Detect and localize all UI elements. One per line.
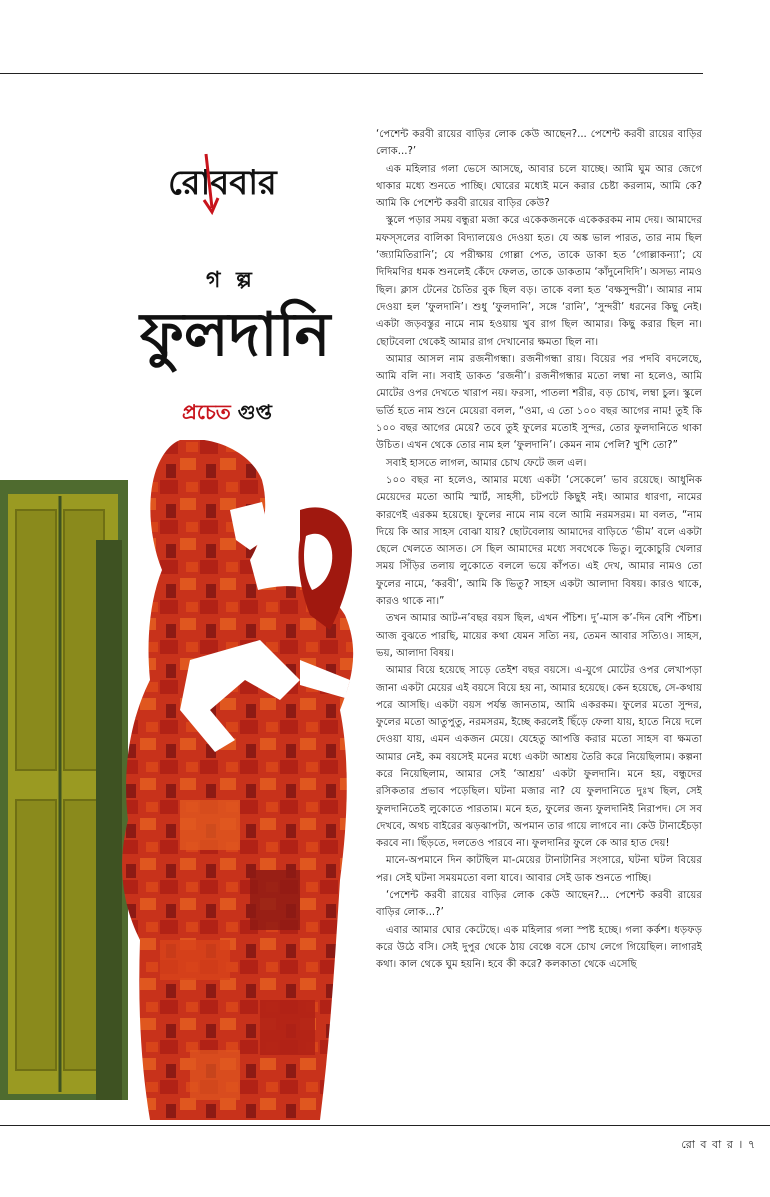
- story-body: [376, 126, 702, 1116]
- story-paragraph: সবাই হাসতে লাগল, আমার চোখ ফেটে জল এল।: [386, 457, 587, 469]
- bottom-rule: [0, 1125, 770, 1126]
- top-rule: [0, 73, 703, 74]
- story-paragraph: ১০০ বছর না হলেও, আমার মধ্যে একটা ‘সেকেলে’ ভাব রয়েছে। আধুনিক মেয়েদের মতো আমি স্মার্ট, সাহসী, চটপটে কিছুই নই। আমার ধারণা, নামের কারণেই এরকম হয়েছে। ফুলের নামে নাম বলে আমি নরমসরম। মা বলত, “নাম দিয়ে কি আর সাহস বোঝা যায়? ছোটবেলায় আমাদের বাড়িতে ‘ভীম’ বলে একটা ছেলে খেলতে আসত। সে ছিল আমাদের মধ্যে সবথেকে ভিতু। লুকোচুরি খেলার সময় সিঁড়ির তলায় লুকোতে বললে ভয়ে কাঁপত। এই দেখ, আমার নামও তো ফুলের নামে, ‘করবী’, আমি কি ভিতু? সাহস একটা আলাদা বিষয়। কারও থাকে, কারও থাকে না।”: [376, 474, 702, 608]
- story-illustration: [0, 440, 380, 1130]
- story-paragraph: এবার আমার ঘোর কেটেছে। এক মহিলার গলা স্পষ্ট হচ্ছে। গলা কর্কশ। ধড়ফড় করে উঠে বসি। সেই দুপুর থেকে ঠায় বেঞ্চে বসে চোখ লেগে গিয়েছিল। লাগারই কথা। কাল থেকে ঘুম হয়নি। হবে কী করে? কলকাতা থেকে এসেছি: [376, 924, 702, 971]
- story-paragraph: মানে-অপমানে দিন কাটছিল মা-মেয়ের টানাটানির সংসারে, ঘটনা ঘটল বিয়ের পর। সেই ঘটনা সময়মতো বলা যাবে। আবার সেই ডাক শুনতে পাচ্ছি।: [376, 855, 702, 884]
- story-paragraph: ‘পেশেন্ট করবী রায়ের বাড়ির লোক কেউ আছেন?... পেশেন্ট করবী রায়ের বাড়ির লোক...?’: [376, 129, 702, 158]
- couple-figure: [122, 440, 353, 1120]
- author-byline: [182, 398, 272, 431]
- masthead-logo-art: [166, 150, 286, 220]
- story-paragraph: আমার আসল নাম রজনীগন্ধা। রজনীগন্ধা রায়। বিয়ের পর পদবি বদলেছে, আমি বলি না। সবাই ডাকত ‘রজনী’। রজনীগন্ধার মতো লম্বা না হলেও, আমি মোটের ওপর দেখতে খারাপ নয়। ফরসা, পাতলা শরীর, বড় চোখ, লম্বা চুল। স্কুলে ভর্তি হতে নাম শুনে মেয়েরা বলল, “ওমা, এ তো ১০০ বছর আগের নাম! তুই কি ১০০ বছর আগের মেয়ে? তবে তুই ফুলের মতোই সুন্দর, তোর ফুলদানিতে থাকা উচিত। এখন থেকে তোর নাম হল ‘ফুলদানি’। কেমন নাম পেলি? খুশি তো?”: [376, 353, 702, 452]
- story-title: ফুলদানি: [140, 300, 331, 370]
- masthead-logo-text: রোববার: [168, 163, 277, 203]
- story-paragraph: এক মহিলার গলা ভেসে আসছে, আবার চলে যাচ্ছে। আমি ঘুম আর জেগে থাকার মধ্যে শুনতে পাচ্ছি। ঘোরের মধ্যেই মনে করার চেষ্টা করলাম, আমি কে? আমি কি পেশেন্ট করবী রায়ের বাড়ির কেউ?: [376, 163, 702, 210]
- author-last-name: গুপ্ত: [237, 400, 272, 424]
- author-first-name: প্রচেত: [182, 400, 231, 424]
- story-paragraph: আমার বিয়ে হয়েছে সাড়ে তেইশ বছর বয়সে। এ-যুগে মোটের ওপর লেখাপড়া জানা একটা মেয়ের এই বয়সে বিয়ে হয় না, আমার হয়েছে। কেন হয়েছে, সে-কথায় পরে আসছি। একটা বয়স পর্যন্ত জানতাম, আমি একরকম। ফুলের মতো সুন্দর, ফুলের মতো আতুপুতু, নরমসরম, ইচ্ছে করলেই ছিঁড়ে ফেলা যায়, হাতে নিয়ে দলে দেওয়া যায়, এমন একজন মেয়ে। যেহেতু আপত্তি করার মতো সাহস বা ক্ষমতা আমার নেই, কম বয়সেই মনের মধ্যে একটা আশ্রয় তৈরি করে নিয়েছিলাম। কল্পনা করে নিয়েছিলাম, আমার সেই ‘আশ্রয়’ একটা ফুলদানি। মনে হয়, বন্ধুদের রসিকতার প্রভাব পড়েছিল। ঘটনা মজার না? যে ফুলদানিতে দুঃখ ছিল, সেই ফুলদানিতেই লুকোতে পারতাম। মনে হত, ফুলের জন্য ফুলদানিই নিরাপদ। সে সব দেখবে, অথচ বাইরের ঝড়ঝাপটা, অপমান তার গায়ে লাগবে না। কেউ টানাহেঁচড়া করবে না। ছিঁড়তে, দলতেও পারবে না। ফুলদানির ফুলে কে আর হাত দেয়!: [376, 665, 702, 850]
- story-paragraph: ‘পেশেন্ট করবী রায়ের বাড়ির লোক কেউ আছেন?... পেশেন্ট করবী রায়ের বাড়ির লোক...?’: [376, 890, 702, 919]
- door: [0, 480, 128, 1100]
- story-paragraph: স্কুলে পড়ার সময় বন্ধুরা মজা করে একেকজনকে একেকরকম নাম দেয়। আমাদের মফস্সলের বালিকা বিদ্যালয়েও দেওয়া হত। যে অঙ্ক ভাল পারত, তার নাম ছিল ‘জ্যামিতিরানি’; যে পরীক্ষায় গোল্লা পেত, তাকে ডাকা হত ‘গোল্লাকন্যা’; যে দিদিমণির ধমক শুনলেই কেঁদে ফেলত, তাকে ডাকতাম ‘কাঁদুনেদিদি’। অসভ্য নামও ছিল। ক্লাস টেনের চৈতির বুক ছিল বড়। তাকে বলা হত ‘বক্ষসুন্দরী’। আমার নাম দেওয়া হল ‘ফুলদানি’। শুধু ‘ফুলদানি’, সঙ্গে ‘রানি’, ‘সুন্দরী’ ধরনের কিছু নেই। একটা জড়বস্তুর নামে নাম হওয়ায় খুব রাগ ছিল আমার। কিছু করার ছিল না। ছোটবেলা থেকেই আমার রাগ দেখানোর ক্ষমতা ছিল না।: [376, 215, 702, 348]
- story-paragraph: তখন আমার আট-ন’বছর বয়স ছিল, এখন পঁচিশ। দু’-মাস ক’-দিন বেশি পঁচিশ। আজ বুঝতে পারছি, মায়ের কথা যেমন সত্যি নয়, তেমন আবার সত্যিও। সাহস, ভয়, আলাদা বিষয়।: [376, 613, 702, 659]
- genre-label: গ ল্প: [206, 268, 256, 293]
- masthead-logo: [166, 150, 286, 220]
- page-folio: রো ব বা র । ৭: [681, 1138, 756, 1151]
